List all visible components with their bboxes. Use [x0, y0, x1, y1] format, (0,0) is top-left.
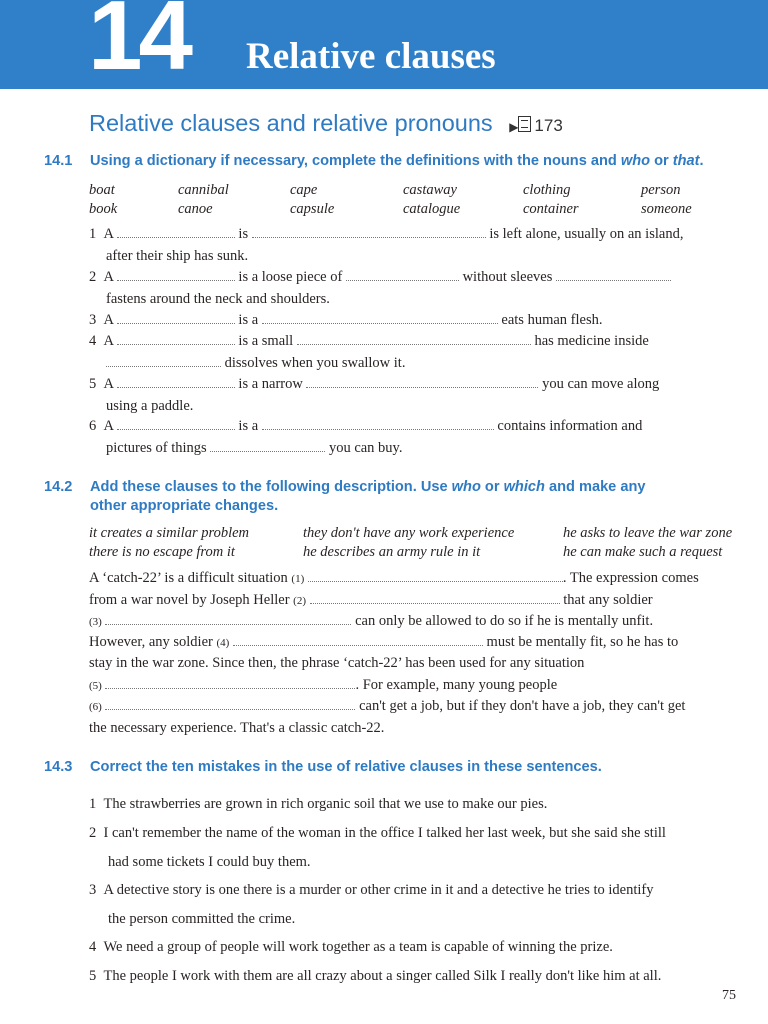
instruction-who: who: [451, 479, 481, 495]
answer-gap[interactable]: [117, 268, 235, 281]
item-number: 1: [89, 796, 97, 812]
reference-page: 173: [534, 116, 563, 135]
word-item: castaway: [403, 182, 457, 198]
article: A: [103, 333, 114, 349]
text: is left alone, usually on an island,: [489, 226, 684, 242]
word-item: boat: [89, 182, 115, 198]
item-number: 4: [89, 939, 97, 955]
item-number: 1: [89, 226, 97, 242]
answer-gap[interactable]: [262, 311, 498, 324]
exercise-number: 14.2: [44, 479, 73, 495]
definition-6: [89, 416, 642, 436]
instruction-or: or: [650, 153, 673, 169]
answer-gap[interactable]: [117, 417, 235, 430]
answer-gap[interactable]: [105, 676, 355, 689]
article: A: [103, 376, 114, 392]
page-number: 75: [722, 988, 736, 1003]
exercise-14-2-heading: [44, 478, 764, 516]
sentence-3: [89, 880, 654, 900]
instruction-text: Using a dictionary if necessary, complete the definitions with the nouns and: [90, 153, 621, 169]
arrow-icon: ▶: [509, 120, 519, 134]
word-item: canoe: [178, 201, 213, 217]
article: A: [103, 269, 114, 285]
catch22-line-4: [89, 632, 678, 653]
article: A: [103, 226, 114, 242]
item-number: 5: [89, 968, 97, 984]
answer-gap[interactable]: [306, 375, 538, 388]
definition-5-cont: using a paddle.: [106, 398, 194, 414]
word-item: cape: [290, 182, 318, 198]
answer-gap[interactable]: [308, 569, 563, 582]
instruction-who: who: [620, 153, 651, 169]
answer-gap[interactable]: [346, 268, 459, 281]
unit-title: Relative clauses: [246, 36, 496, 77]
sentence-5: [89, 966, 661, 986]
definition-6-cont: [106, 438, 403, 458]
word-item: person: [641, 182, 681, 198]
instruction-which: which: [503, 479, 545, 495]
exercise-number: 14.3: [44, 759, 73, 775]
catch22-line-8: the necessary experience. That's a classic catch-22.: [89, 720, 385, 736]
text: . The expression comes: [562, 570, 699, 586]
gap-marker: (2): [293, 595, 306, 607]
section-title: [89, 110, 563, 137]
instruction-text: Correct the ten mistakes in the use of relative clauses in these sentences.: [90, 759, 602, 775]
article: A: [103, 312, 114, 328]
word-item: book: [89, 201, 118, 217]
answer-gap[interactable]: [252, 225, 486, 238]
text: . For example, many young people: [355, 677, 558, 693]
sentence-text: A detective story is one there is a murder or other crime in it and a detective he tries to identify: [103, 882, 654, 898]
instruction-text: other appropriate changes.: [90, 498, 279, 514]
answer-gap[interactable]: [233, 633, 483, 646]
definition-2-cont: fastens around the neck and shoulders.: [106, 291, 330, 307]
answer-gap[interactable]: [310, 591, 560, 604]
word-item: catalogue: [403, 201, 461, 217]
instruction-or: or: [480, 479, 504, 495]
instruction-period: .: [699, 153, 704, 169]
answer-gap[interactable]: [106, 354, 221, 367]
answer-gap[interactable]: [210, 439, 325, 452]
definition-4-cont: [106, 353, 405, 373]
instruction-text: Add these clauses to the following description. Use: [90, 479, 452, 495]
word-item: capsule: [290, 201, 335, 217]
exercise-14-1-heading: [44, 152, 764, 171]
answer-gap[interactable]: [117, 332, 235, 345]
text: without sleeves: [462, 269, 553, 285]
clause-item: he describes an army rule in it: [303, 544, 481, 560]
text: is a: [238, 312, 259, 328]
item-number: 4: [89, 333, 97, 349]
catch22-line-7: [89, 696, 685, 717]
catch22-line-2: [89, 590, 653, 611]
definition-1: [89, 224, 683, 244]
answer-gap[interactable]: [297, 332, 531, 345]
clause-item: there is no escape from it: [89, 544, 235, 560]
sentence-3-cont: the person committed the crime.: [108, 911, 296, 927]
exercise-number: 14.1: [44, 153, 73, 169]
answer-gap[interactable]: [117, 311, 235, 324]
book-icon: [518, 116, 531, 132]
text: However, any soldier: [89, 634, 213, 650]
gap-marker: (5): [89, 680, 102, 692]
clause-item: he asks to leave the war zone: [563, 525, 733, 541]
text: A ‘catch-22’ is a difficult situation: [89, 570, 288, 586]
item-number: 2: [89, 825, 97, 841]
gap-marker: (1): [291, 573, 305, 585]
text: can only be allowed to do so if he is mentally unfit.: [355, 613, 654, 629]
item-number: 2: [89, 269, 97, 285]
instruction-that: that: [672, 153, 700, 169]
answer-gap[interactable]: [262, 417, 494, 430]
text: must be mentally fit, so he has to: [486, 634, 679, 650]
sentence-4: [89, 937, 613, 957]
gap-marker: (4): [216, 637, 230, 649]
sentence-text: The strawberries are grown in rich organic soil that we use to make our pies.: [103, 796, 548, 812]
text: pictures of things: [106, 440, 207, 456]
catch22-line-5: stay in the war zone. Since then, the phrase ‘catch-22’ has been used for any situation: [89, 655, 585, 671]
clause-item: it creates a similar problem: [89, 525, 250, 541]
text: from a war novel by Joseph Heller: [89, 592, 290, 608]
text: you can move along: [542, 376, 660, 392]
definition-1-cont: after their ship has sunk.: [106, 248, 249, 264]
definition-5: [89, 374, 659, 394]
definition-4: [89, 331, 649, 351]
item-number: 6: [89, 418, 97, 434]
text: you can buy.: [328, 440, 403, 456]
grammar-reference[interactable]: [509, 116, 563, 135]
sentence-2: [89, 823, 666, 843]
text: is a loose piece of: [238, 269, 343, 285]
definition-3: [89, 310, 602, 330]
word-item: cannibal: [178, 182, 229, 198]
answer-gap[interactable]: [117, 375, 235, 388]
answer-gap[interactable]: [105, 697, 355, 710]
instruction-text: and make any: [544, 479, 646, 495]
answer-gap[interactable]: [556, 268, 671, 281]
word-item: clothing: [523, 182, 571, 198]
sentence-2-cont: had some tickets I could buy them.: [108, 854, 311, 870]
word-item: container: [523, 201, 579, 217]
gap-marker: (3): [89, 616, 102, 628]
text: can't get a job, but if they don't have a job, they can't get: [359, 698, 686, 714]
text: is a small: [238, 333, 294, 349]
definition-2: [89, 267, 671, 287]
section-title-text: Relative clauses and relative pronouns: [89, 110, 493, 136]
clause-item: he can make such a request: [563, 544, 723, 560]
item-number: 3: [89, 882, 97, 898]
sentence-text: We need a group of people will work together as a team is capable of winning the prize.: [103, 939, 613, 955]
unit-number: 14: [88, 0, 190, 90]
sentence-text: The people I work with them are all crazy about a singer called Silk I really don't like him at all.: [103, 968, 662, 984]
catch22-line-1: [89, 568, 699, 589]
text: contains information and: [497, 418, 643, 434]
text: is a narrow: [238, 376, 303, 392]
text: is a: [238, 418, 259, 434]
item-number: 3: [89, 312, 97, 328]
catch22-line-6: [89, 675, 557, 696]
answer-gap[interactable]: [117, 225, 235, 238]
text: is: [238, 226, 249, 242]
text: dissolves when you swallow it.: [224, 355, 406, 371]
word-item: someone: [641, 201, 692, 217]
sentence-1: [89, 794, 547, 814]
sentence-text: I can't remember the name of the woman in the office I talked her last week, but she said she still: [103, 825, 666, 841]
gap-marker: (6): [89, 701, 102, 713]
text: eats human flesh.: [501, 312, 603, 328]
article: A: [103, 418, 114, 434]
catch22-line-3: [89, 611, 653, 632]
exercise-14-3-heading: [44, 758, 764, 777]
text: has medicine inside: [534, 333, 649, 349]
answer-gap[interactable]: [105, 612, 351, 625]
clause-item: they don't have any work experience: [303, 525, 515, 541]
text: that any soldier: [563, 592, 653, 608]
item-number: 5: [89, 376, 97, 392]
